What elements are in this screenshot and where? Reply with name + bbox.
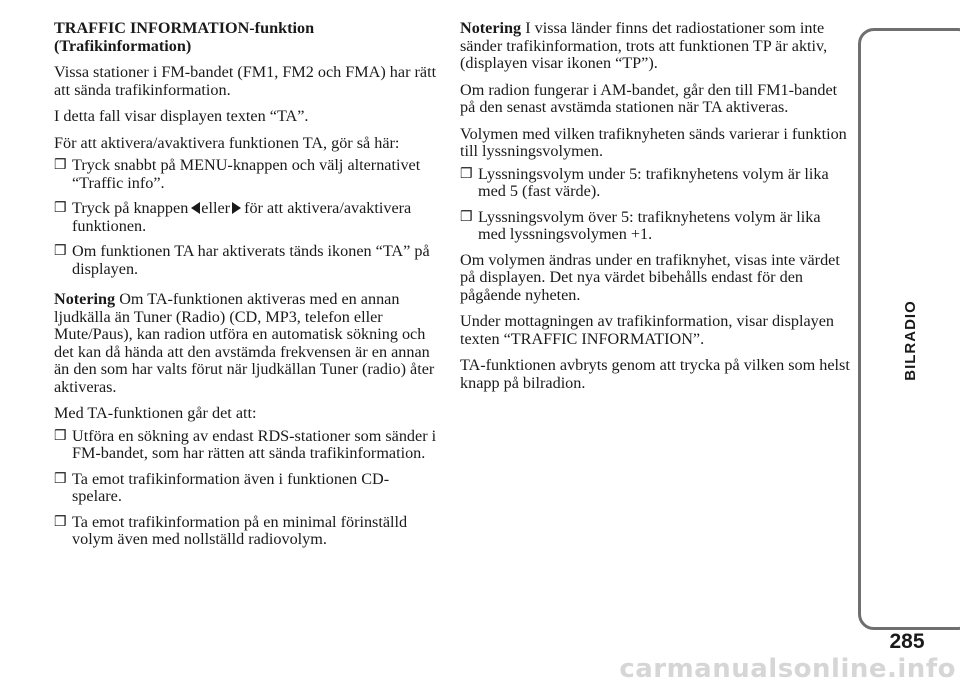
list-item-text: Tryck snabbt på MENU-knappen och välj alternativet “Traffic info”. [72, 156, 421, 192]
note-text: Om TA-funktionen aktiveras med en annan ljudkälla än Tuner (Radio) (CD, MP3, telefon eller Mute/Paus), kan radion utföra en automatisk sökning och det kan då hända att den avstämda frekvensen är en annan än den som har valts förut när ljudkällan Tuner (radio) åter aktiveras. [54, 290, 435, 396]
note-paragraph [54, 291, 439, 396]
right-triangle-icon [232, 202, 241, 214]
list-item [54, 428, 439, 463]
right-column [460, 20, 852, 401]
paragraph: I detta fall visar displayen texten “TA”. [54, 107, 309, 125]
note-paragraph [460, 20, 852, 73]
page-number: 285 [889, 630, 925, 653]
left-triangle-icon [191, 202, 200, 214]
paragraph: För att aktivera/avaktivera funktionen TA, gör så här: [54, 133, 400, 152]
checkbox-bullet-icon: ❒ [54, 514, 67, 530]
note-text: I vissa länder finns det radiostationer som inte sänder trafikinformation, trots att funktionen TP är aktiv, (displayen visar ikonen “TP”). [460, 19, 828, 72]
list-item [54, 514, 439, 549]
paragraph: Vissa stationer i FM-bandet (FM1, FM2 och FMA) har rätt att sända trafikinformation. [54, 63, 437, 99]
paragraph: Om radion fungerar i AM-bandet, går den till FM1-bandet på den senast avstämda stationen när TA aktiveras. [460, 80, 838, 116]
left-column [54, 20, 439, 557]
list-item-text: Ta emot trafikinformation även i funktionen CD-spelare. [72, 469, 390, 505]
paragraph: Volymen med vilken trafiknyheten sänds varierar i funktion till lyssningsvolymen. [460, 124, 847, 160]
list-item-text: Om funktionen TA har aktiverats tänds ikonen “TA” på displayen. [72, 242, 430, 278]
paragraph: TA-funktionen avbryts genom att trycka på vilken som helst knapp på bilradion. [460, 356, 850, 392]
checkbox-bullet-icon: ❒ [54, 158, 67, 173]
list-item [54, 200, 439, 235]
list-item [54, 471, 439, 506]
list-item [54, 157, 439, 192]
checkbox-bullet-icon: ❒ [54, 471, 67, 487]
checkbox-bullet-icon: ❒ [54, 244, 67, 259]
list-item-text: Ta emot trafikinformation på en minimal förinställd volym även med nollställd radiovolym. [72, 512, 408, 548]
watermark: carmanualsonline.info [619, 654, 956, 684]
paragraph: Om volymen ändras under en trafiknyhet, visas inte värdet på displayen. Det nya värdet bibehålls endast för den pågående nyheten. [460, 250, 840, 304]
checkbox-bullet-icon: ❒ [54, 201, 67, 216]
list-item-text: Utföra en sökning av endast RDS-stationer som sänder i FM-bandet, som har rätten att sända trafikinformation. [72, 426, 437, 462]
section-tab-label: BILRADIO [901, 299, 919, 381]
list-item-text: Lyssningsvolym under 5: trafiknyhetens volym är lika med 5 (fast värde). [478, 164, 829, 200]
paragraph: Med TA-funktionen går det att: [54, 404, 257, 422]
list-item [460, 209, 852, 244]
checkbox-bullet-icon: ❒ [460, 166, 473, 182]
list-item [54, 243, 439, 278]
list-item-text: Tryck på knappen eller för att aktivera/avaktivera funktionen. [72, 199, 412, 235]
list-item [460, 166, 852, 201]
section-heading: TRAFFIC INFORMATION-funktion (Trafikinformation) [54, 19, 315, 55]
paragraph: Under mottagningen av trafikinformation, visar displayen texten “TRAFFIC INFORMATION”. [460, 312, 835, 348]
checkbox-bullet-icon: ❒ [54, 428, 67, 444]
note-label: Notering [54, 290, 116, 308]
list-item-text: Lyssningsvolym över 5: trafiknyhetens volym är lika med lyssningsvolymen +1. [478, 207, 821, 243]
note-label: Notering [460, 19, 522, 37]
checkbox-bullet-icon: ❒ [460, 209, 473, 225]
